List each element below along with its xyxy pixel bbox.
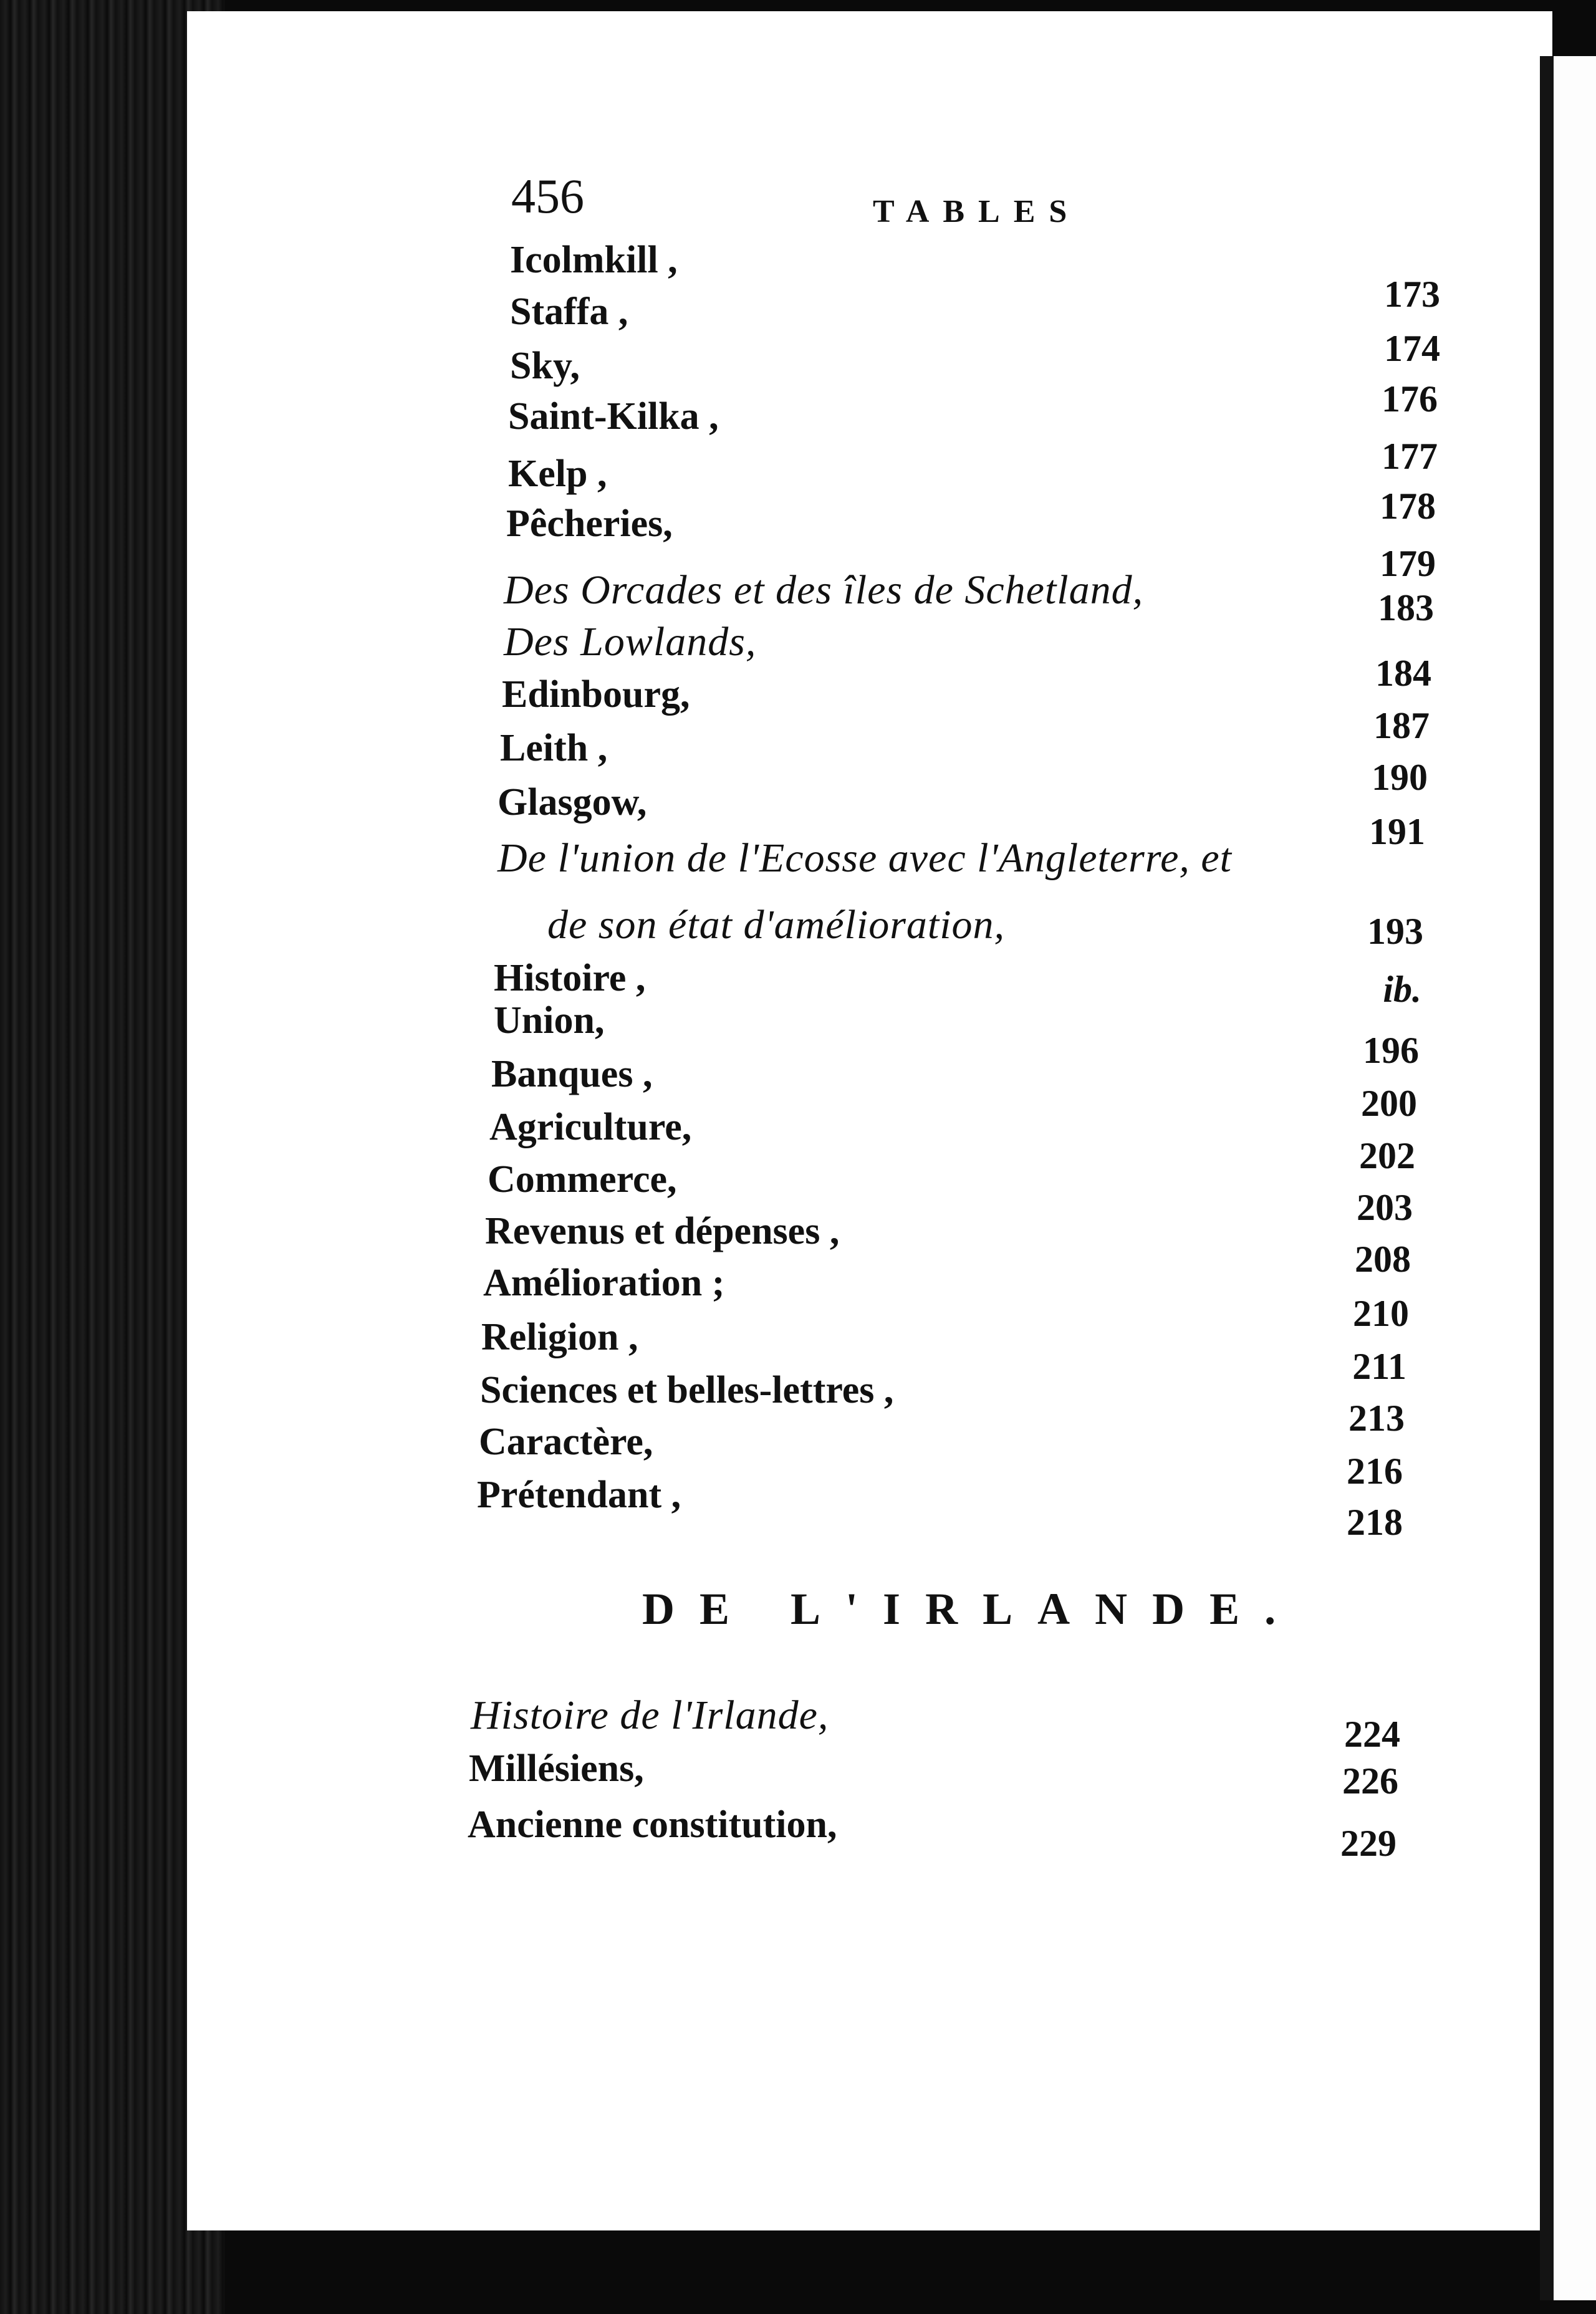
section-heading: DE L'IRLANDE. xyxy=(642,1584,1301,1634)
entry-label: Union, xyxy=(494,999,605,1042)
entry-label: Sciences et belles-lettres , xyxy=(480,1369,894,1411)
entry-label: Kelp , xyxy=(508,453,607,495)
entry-page: 218 xyxy=(1347,1502,1403,1543)
entry-page: 203 xyxy=(1357,1187,1413,1228)
index-entry xyxy=(0,1233,1596,1304)
entry-label: Agriculture, xyxy=(489,1106,692,1148)
entry-page: 213 xyxy=(1348,1398,1405,1439)
entry-label: Pêcheries, xyxy=(506,502,673,545)
entry-page: 177 xyxy=(1382,436,1438,477)
index-entry xyxy=(0,1077,1596,1148)
section-entry xyxy=(0,1798,1596,1864)
entry-label: Ancienne constitution, xyxy=(468,1803,837,1846)
entry-page: 200 xyxy=(1361,1083,1417,1124)
entry-label: Caractère, xyxy=(479,1421,653,1463)
index-entry xyxy=(0,1392,1596,1463)
entry-page: 190 xyxy=(1372,757,1428,798)
entry-page: 179 xyxy=(1380,543,1436,584)
entry-page: 229 xyxy=(1340,1823,1396,1864)
entry-page: 216 xyxy=(1347,1451,1403,1492)
entry-label: Leith , xyxy=(500,727,608,769)
running-head: TABLES xyxy=(873,194,1081,229)
index-entry xyxy=(0,944,1596,1010)
index-entry xyxy=(0,1340,1596,1411)
index-entry xyxy=(0,430,1596,495)
entry-page: 183 xyxy=(1378,587,1434,628)
page-header xyxy=(511,168,1446,243)
index-entry xyxy=(0,373,1596,438)
index-entry xyxy=(0,268,1596,333)
index-entry xyxy=(0,322,1596,387)
index-entry xyxy=(0,564,1596,628)
index-entry xyxy=(0,480,1596,545)
entry-label: Histoire de l'Irlande, xyxy=(471,1692,829,1738)
entry-label: Des Lowlands, xyxy=(504,619,757,665)
entry-label: Banques , xyxy=(491,1053,653,1095)
entry-label: Staffa , xyxy=(510,290,628,333)
entry-page: 174 xyxy=(1384,328,1440,369)
entry-label: De l'union de l'Ecosse avec l'Angleterre, et xyxy=(498,835,1233,881)
entry-label: Religion , xyxy=(481,1316,638,1358)
entry-page: 187 xyxy=(1373,705,1430,746)
entry-label: de son état d'amélioration, xyxy=(547,902,1006,948)
entry-page: ib. xyxy=(1383,969,1421,1010)
entry-page: 202 xyxy=(1359,1135,1415,1176)
index-entry xyxy=(0,1024,1596,1095)
entry-label: Sky, xyxy=(510,345,580,387)
index-entry xyxy=(0,899,1596,951)
entry-page: 191 xyxy=(1369,811,1425,852)
entry-page: 184 xyxy=(1375,653,1431,694)
entry-label: Glasgow, xyxy=(498,781,647,823)
index-entry xyxy=(0,1496,1596,1548)
entry-label: Amélioration ; xyxy=(483,1262,725,1304)
page-number: 456 xyxy=(511,169,584,223)
section-entry xyxy=(0,1689,1596,1755)
index-entry xyxy=(0,1181,1596,1252)
entry-label: Prétendant , xyxy=(477,1474,681,1516)
entry-page: 211 xyxy=(1352,1346,1406,1387)
entry-page: 224 xyxy=(1344,1714,1400,1755)
entry-page: 196 xyxy=(1363,1030,1419,1071)
entry-label: Icolmkill , xyxy=(510,239,678,281)
index-entry xyxy=(0,1287,1596,1358)
entry-page: 193 xyxy=(1367,911,1423,952)
entry-page: 176 xyxy=(1382,378,1438,420)
entry-page: 178 xyxy=(1380,486,1436,527)
index-entry xyxy=(0,1445,1596,1516)
index-entry xyxy=(0,1130,1596,1201)
entry-page: 208 xyxy=(1355,1239,1411,1280)
entry-label: Millésiens, xyxy=(469,1747,644,1790)
index-entry xyxy=(0,832,1596,885)
entry-page: 173 xyxy=(1384,274,1440,315)
entry-label: Edinbourg, xyxy=(502,673,690,716)
entry-label: Revenus et dépenses , xyxy=(485,1210,840,1252)
entry-label: Saint-Kilka , xyxy=(508,395,719,438)
entry-label: Commerce, xyxy=(488,1158,677,1201)
section-entry xyxy=(0,1742,1596,1802)
entry-page: 210 xyxy=(1353,1293,1409,1334)
entry-label: Des Orcades et des îles de Schetland, xyxy=(504,567,1144,613)
entry-page: 226 xyxy=(1342,1760,1398,1802)
entry-label: Histoire , xyxy=(494,957,646,999)
